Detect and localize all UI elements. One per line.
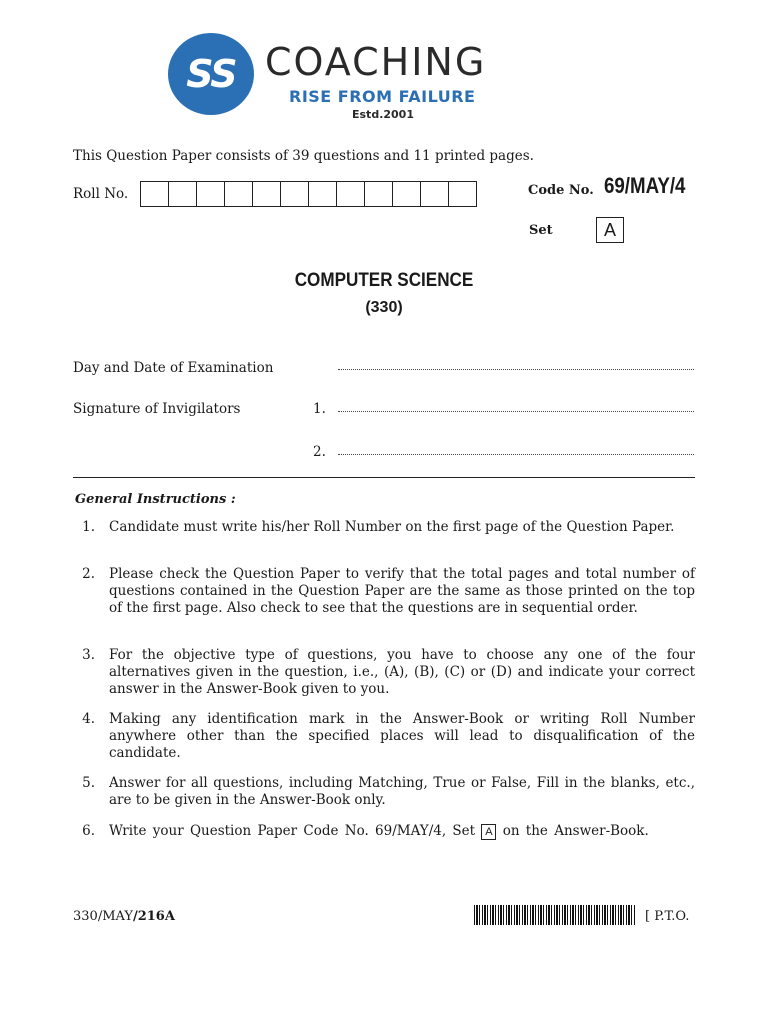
roll-box[interactable]: [253, 182, 281, 206]
invigilators-label: Signature of Invigilators: [73, 401, 241, 417]
invigilator-1-number: 1.: [313, 401, 326, 417]
roll-label: Roll No.: [73, 186, 129, 202]
roll-box[interactable]: [281, 182, 309, 206]
instruction-number: 2.: [82, 566, 95, 582]
subject-code: (330): [365, 299, 403, 316]
instruction-text-before: Write your Question Paper Code No. 69/MAY/4, Set: [109, 823, 476, 839]
instruction-item: [73, 647, 695, 698]
footer-code-bold: /216A: [132, 909, 175, 924]
roll-box[interactable]: [169, 182, 197, 206]
divider: [73, 477, 695, 478]
instruction-text: Candidate must write his/her Roll Number on the first page of the Question Paper.: [109, 519, 675, 535]
instructions-heading: General Instructions :: [75, 492, 236, 507]
instruction-item: [73, 823, 695, 840]
footer-paper-code: [73, 909, 175, 924]
subject-title: COMPUTER SCIENCE: [294, 270, 474, 291]
instruction-item: [73, 775, 695, 809]
set-label: Set: [529, 223, 553, 238]
instruction-number: 4.: [82, 711, 95, 727]
instruction-item: [73, 566, 695, 617]
pto-label: [ P.T.O.: [645, 909, 690, 924]
invigilator-2-number: 2.: [313, 444, 326, 460]
instruction-number: 3.: [82, 647, 95, 663]
logo-tagline: RISE FROM FAILURE: [289, 87, 476, 106]
roll-box[interactable]: [197, 182, 225, 206]
instruction-text: Answer for all questions, including Matching, True or False, Fill in the blanks, etc., are to be given in the Answer-Book only.: [109, 775, 695, 808]
roll-box[interactable]: [421, 182, 449, 206]
invigilator-1-line[interactable]: [338, 410, 694, 412]
instruction-number: 1.: [82, 519, 95, 535]
roll-box[interactable]: [393, 182, 421, 206]
code-value: 69/MAY/4: [604, 173, 686, 198]
logo-estd: Estd.2001: [352, 108, 414, 121]
logo-name: COACHING: [265, 40, 487, 84]
roll-box[interactable]: [365, 182, 393, 206]
instruction-text: Please check the Question Paper to verify that the total pages and total number of questions contained in the Question Paper are the same as those printed on the top of the first page. Also check to see that the questions are in sequential order.: [109, 566, 695, 616]
instruction-text: [109, 823, 695, 840]
set-inline-box: A: [481, 824, 496, 840]
roll-number-boxes[interactable]: [140, 181, 477, 207]
instruction-number: 5.: [82, 775, 95, 791]
instruction-item: [73, 519, 695, 536]
invigilator-2-line[interactable]: [338, 453, 694, 455]
exam-date-line[interactable]: [338, 368, 694, 370]
set-value-box: A: [596, 217, 624, 243]
instruction-number: 6.: [82, 823, 95, 839]
paper-info: This Question Paper consists of 39 questions and 11 printed pages.: [73, 148, 534, 164]
logo-mark-text: SS: [186, 52, 236, 96]
instruction-text-after: on the Answer-Book.: [502, 823, 649, 839]
barcode: [474, 905, 636, 925]
instruction-text: Making any identification mark in the Answer-Book or writing Roll Number anywhere other than the specified places will lead to disqualification of the candidate.: [109, 711, 695, 761]
logo-mark: [168, 33, 254, 115]
code-label: Code No.: [528, 183, 594, 198]
roll-box[interactable]: [309, 182, 337, 206]
footer-code-plain: 330/MAY: [73, 909, 133, 924]
roll-box[interactable]: [337, 182, 365, 206]
roll-box[interactable]: [141, 182, 169, 206]
exam-date-label: Day and Date of Examination: [73, 360, 274, 376]
instruction-text: For the objective type of questions, you have to choose any one of the four alternatives given in the question, i.e., (A), (B), (C) or (D) and indicate your correct answer in the Answer-Book given to you.: [109, 647, 695, 697]
roll-box[interactable]: [449, 182, 476, 206]
instruction-item: [73, 711, 695, 762]
roll-box[interactable]: [225, 182, 253, 206]
